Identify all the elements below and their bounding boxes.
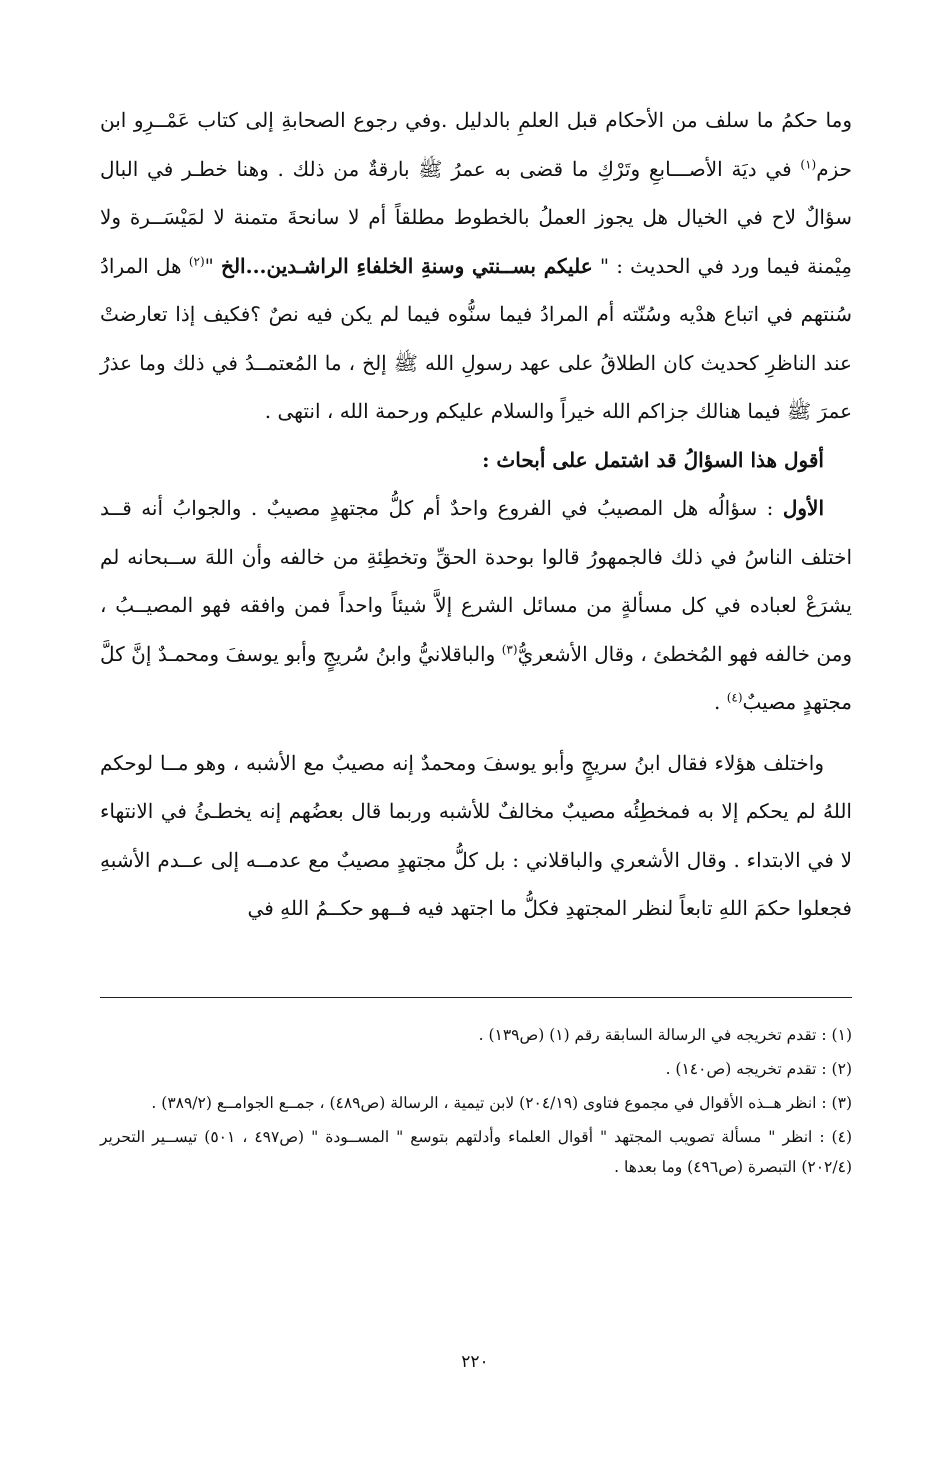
footnote-ref-2: (٢) <box>188 253 205 268</box>
paragraph-disagreement: واختلف هؤلاء فقال ابنُ سريجٍ وأبو يوسفَ ومحمدٌ إنه مصيبٌ مع الأشبه ، وهو مــا لوحكم اللهُ لم يحكم إلا به فمخطِئُه مصيبٌ مخالفٌ للأشبه وربما قال بعضُهم إنه يخطـئُ في الانتهاء لا في الابتداء . وقال الأشعري والباقلاني : بل كلُّ مجتهدٍ مصيبٌ مع عدمــه إلى عــدم الأشبهِ فجعلوا حكمَ اللهِ تابعاً لنظر المجتهدِ فكلُّ ما اجتهد فيه فــهو حكــمُ اللهِ في <box>100 750 852 920</box>
footnote-3: (٣) : انظر هــذه الأقوال في مجموع فتاوى (٢٠٤/١٩) لابن تيمية ، الرسالة (ص٤٨٩) ، جمــع الجوامــع (٣٨٩/٢) . <box>151 1094 852 1112</box>
text-segment: وما حكمُ ما سلف من الأحكام قبل العلمِ بالدليل .وفي رجوع الصحابةِ إلى كتاب عَمْــرِو ابن حزم <box>100 108 852 181</box>
text-segment: " <box>204 253 222 278</box>
paragraph-question <box>100 96 852 436</box>
text-segment: . <box>713 690 727 714</box>
footnotes <box>100 1020 852 1186</box>
hadith-quote: عليكم بســنتي وسنةِ الخلفاءِ الراشـدين...الخ <box>221 253 593 278</box>
text-segment: في ديَة الأصـــابعِ وتَرْكِ ما قضى به عمرُ ﷺ بارقةٌ من ذلك . وهنا خطـر في البال سؤالٌ لاح في الخيال هل يجوز العملُ بالخطوط مطلقاً أم لا سانحةَ متمنة لا لمَيْسَــرة ولا مِيْمنة فيما ورد في الحديث : " <box>100 156 853 278</box>
text-segment: هل المرادُ سُنتهم في اتباع هدْيه وسُنّته أم المرادُ فيما سنُّوه فيما لم يكن فيه نصٌ ؟فكيف إذا تعارضتْ عند الناظرِ كحديث كان الطلاقُ على عهد رسولِ الله ﷺ إلخ ، ما المُعتمــدُ في ذلك وما عذرُ عمرَ ﷺ فيما هنالك جزاكم الله خيراً والسلام عليكم ورحمة الله ، انتهى . <box>100 253 852 423</box>
paragraph-first-topic <box>100 484 852 727</box>
footnote-ref-1: (١) <box>800 156 817 171</box>
footnote-ref-3: (٣) <box>501 641 518 656</box>
footnote-1: (١) : تقدم تخريجه في الرسالة السابقة رقم (١) (ص١٣٩) . <box>478 1026 852 1044</box>
page-number: ٢٢٠ <box>461 1352 489 1372</box>
footnote-divider <box>100 997 852 998</box>
text-segment: والباقلانيُّ وابنُ سُريجٍ وأبو يوسفَ ومحمـدٌ إنَّ كلَّ مجتهدٍ مصيبٌ <box>100 641 852 714</box>
topic-label: الأول <box>782 496 824 520</box>
text-segment: : سؤالُه هل المصيبُ في الفروع واحدٌ أم كلُّ مجتهدٍ مصيبٌ . والجوابُ أنه قــد اختلف الناسُ في ذلك فالجمهورُ قالوا بوحدة الحقِّ وتخطِئةِ من خالفه وأن اللهَ ســبحانه لم يشرَعْ لعباده في كل مسألةٍ من مسائل الشرع إلاَّ شيئاً واحداً فمن وافقه فهو المصيــبُ ، ومن خالفه فهو المُخطئ ، وقال الأشعريُّ <box>100 496 852 666</box>
section-heading: أقول هذا السؤالُ قد اشتمل على أبحاث : <box>482 447 824 472</box>
footnote-4: (٤) : انظر " مسألة تصويب المجتهد " أقوال العلماء وأدلتهم بتوسع " المســودة " (ص٤٩٧ ، ٥٠١) تيســير التحرير (٢٠٢/٤) التبصرة (ص٤٩٦) وما بعدها . <box>100 1128 852 1176</box>
footnote-ref-4: (٤) <box>726 690 743 705</box>
footnote-2: (٢) : تقدم تخريجه (ص١٤٠) . <box>665 1060 852 1078</box>
main-text <box>100 96 852 933</box>
